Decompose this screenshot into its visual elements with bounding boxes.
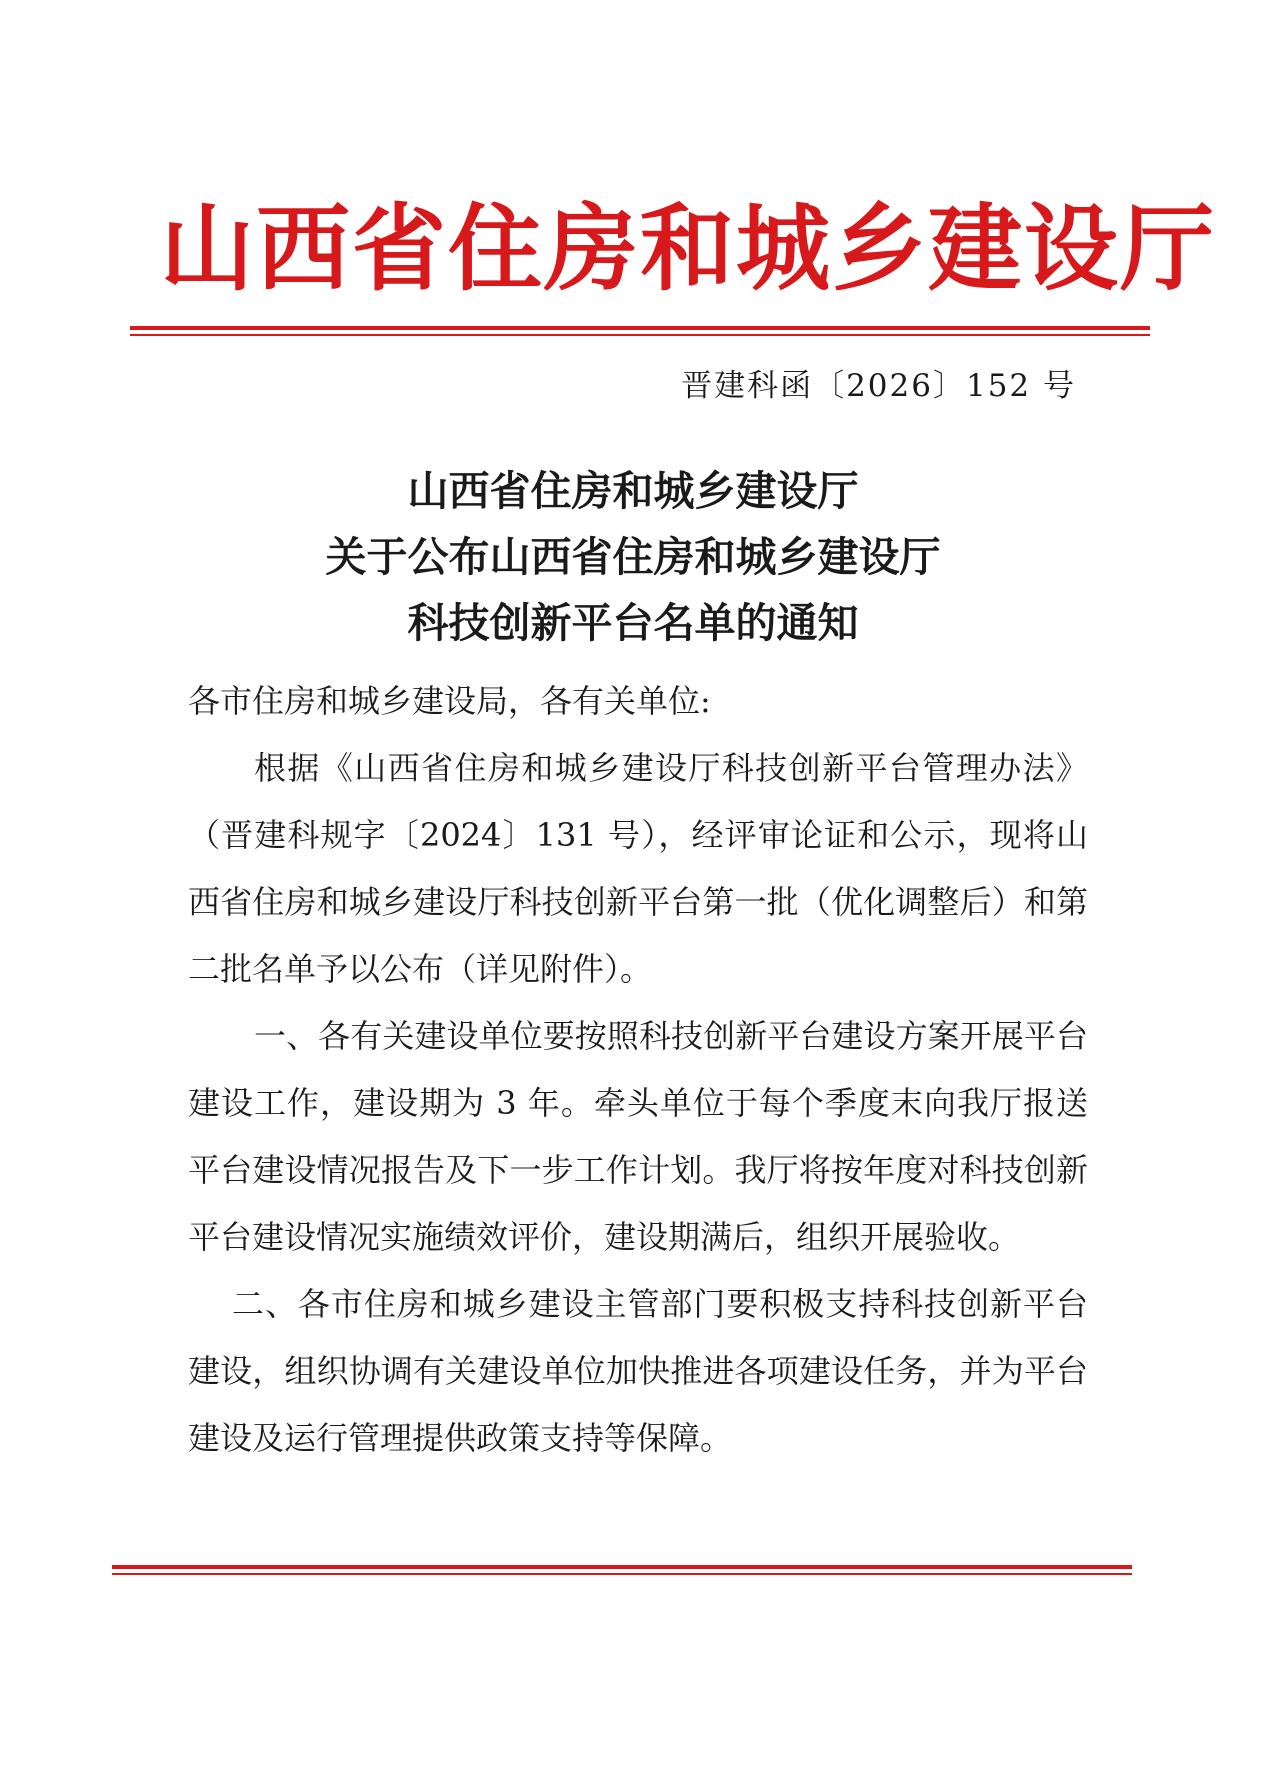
title-line-1: 山西省住房和城乡建设厅: [407, 467, 859, 515]
body-paragraph-1: 根据《山西省住房和城乡建设厅科技创新平台管理办法》（晋建科规字〔2024〕131 号），经评审论证和公示，现将山西省住房和城乡建设厅科技创新平台第一批（优化调整后）和第二批名单予以公布（详见附件）。: [188, 749, 1088, 988]
footer-red-divider: [112, 1565, 1132, 1569]
body-paragraph-2: 一、各有关建设单位要按照科技创新平台建设方案开展平台建设工作，建设期为 3 年。牵头单位于每个季度末向我厅报送平台建设情况报告及下一步工作计划。我厅将按年度对科技创新平台建设情况实施绩效评价，建设期满后，组织开展验收。: [188, 1017, 1088, 1256]
letterhead-red-divider: [130, 326, 1150, 330]
salutation: 各市住房和城乡建设局，各有关单位:: [188, 682, 711, 720]
title-line-2: 关于公布山西省住房和城乡建设厅: [325, 533, 941, 581]
letterhead-issuer: 山西省住房和城乡建设厅: [160, 195, 1217, 304]
document-title: [130, 458, 1136, 656]
document-body: [188, 668, 1088, 1472]
document-number: 晋建科函〔2026〕152 号: [681, 368, 1076, 404]
body-paragraph-3: 二、各市住房和城乡建设主管部门要积极支持科技创新平台建设，组织协调有关建设单位加快推进各项建设任务，并为平台建设及运行管理提供政策支持等保障。: [188, 1285, 1088, 1457]
title-line-3: 科技创新平台名单的通知: [407, 599, 859, 647]
